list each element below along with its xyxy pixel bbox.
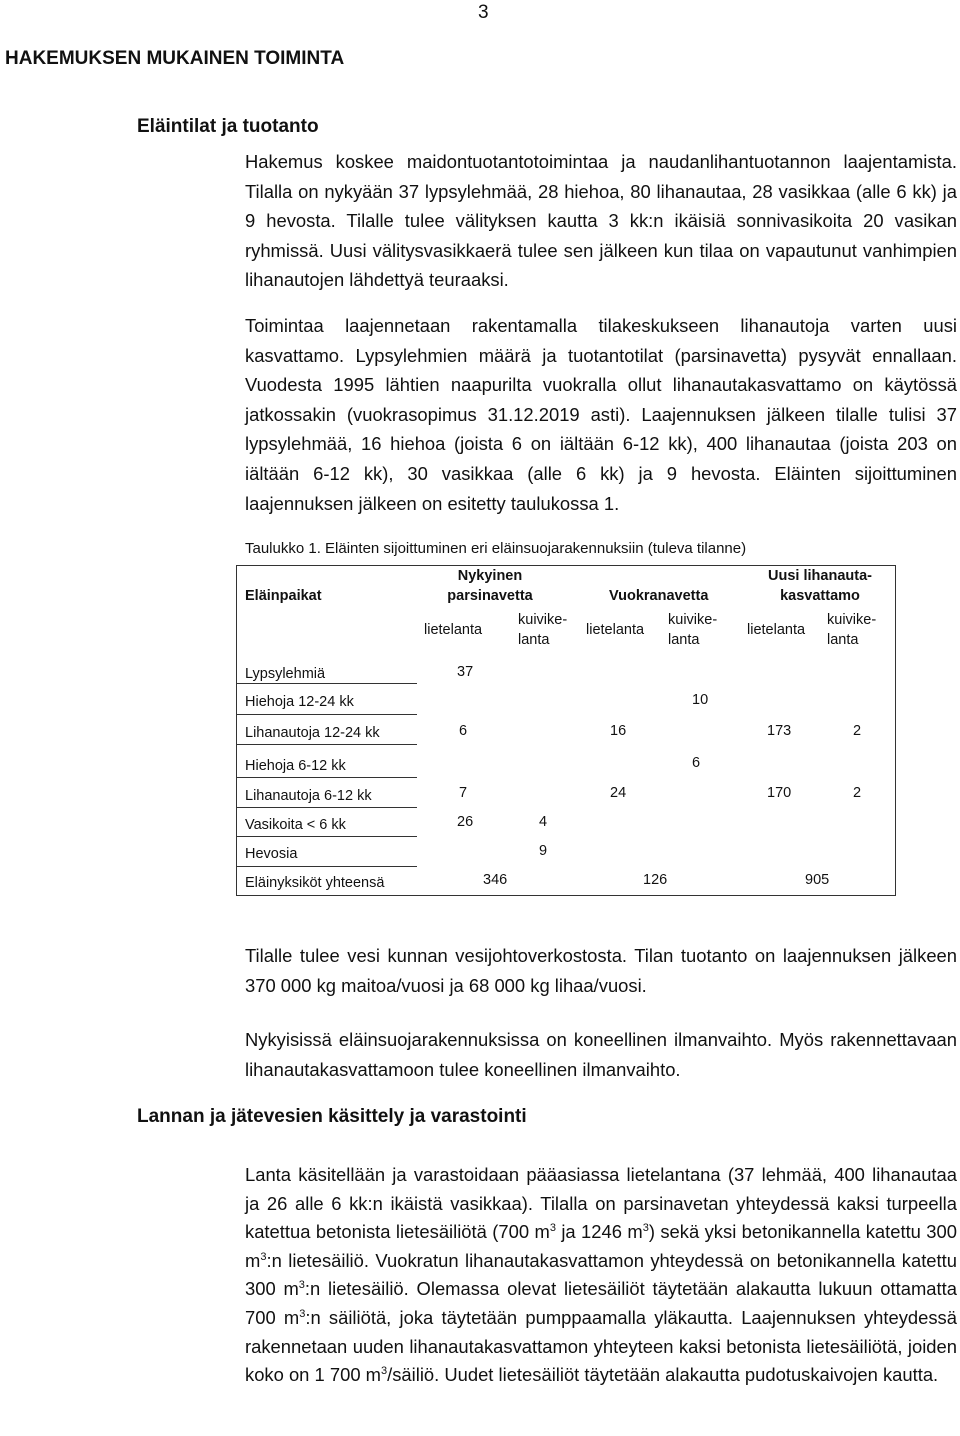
table-row-label: Lypsylehmiä xyxy=(245,666,326,682)
table-subheader-solid-3a: kuivike- xyxy=(827,612,877,628)
table-cell: 170 xyxy=(767,785,792,801)
table-total-new: 905 xyxy=(805,872,830,888)
table-row-label: Lihanautoja 12-24 kk xyxy=(245,725,380,741)
table-cell: 16 xyxy=(610,723,627,739)
text-run: ) sekä yksi betonikannella katettu 300 m xyxy=(245,1221,957,1271)
table-group-header-current-barn-1: Nykyinen xyxy=(457,568,523,584)
superscript: 3 xyxy=(549,1222,556,1235)
table-cell: 9 xyxy=(539,843,548,859)
superscript: 3 xyxy=(298,1279,305,1292)
table-row-divider xyxy=(237,683,417,684)
table-row-divider xyxy=(237,744,417,745)
page-number: 3 xyxy=(478,2,489,23)
table-caption: Taulukko 1. Eläinten sijoittuminen eri eläinsuojarakennuksiin (tuleva tilanne) xyxy=(245,540,747,557)
paragraph-expansion: Toimintaa laajennetaan rakentamalla tilakeskukseen lihanautoja varten uusi kasvattamo. Lypsylehmien määrä ja tuotantotilat (parsinavetta) pysyvät ennallaan. Vuodesta 1995 lähtien naapurilta vuokralla ollut lihanautakasvattamo on käytössä jatkossakin (vuokrasopimus 31.12.2019 asti). Laajennuksen jälkeen tilalle tulisi 37 lypsylehmää, 16 hiehoa (joista 6 on iältään 6-12 kk), 400 lihanautaa (joista 203 on iältään 6-12 kk), 30 vasikkaa (alle 6 kk) ja 9 hevosta. Eläinten sijoittuminen laajennuksen jälkeen on esitetty taulukossa 1. xyxy=(245,315,957,514)
section-heading-animal-spaces: Eläintilat ja tuotanto xyxy=(137,116,319,137)
table-cell: 2 xyxy=(853,785,862,801)
table-row-divider xyxy=(237,777,417,778)
table-cell: 4 xyxy=(539,814,548,830)
table-group-header-new-barn-2: kasvattamo xyxy=(780,588,860,604)
table-cell: 2 xyxy=(853,723,862,739)
table-subheader-slurry-3: lietelanta xyxy=(747,622,806,638)
table-subheader-solid-2a: kuivike- xyxy=(668,612,718,628)
superscript: 3 xyxy=(260,1250,267,1263)
text-run: :n lietesäiliö. Vuokratun lihanautakasvattamon yhteydessä on betonikannella katettu 300 m xyxy=(245,1249,957,1300)
table-cell: 37 xyxy=(457,664,474,680)
paragraph-ventilation: Nykyisissä eläinsuojarakennuksissa on koneellinen ilmanvaihto. Myös rakennettavaan lihanautakasvattamoon tulee koneellinen ilmanvaihto. xyxy=(245,1029,957,1080)
table-row-label: Vasikoita < 6 kk xyxy=(245,817,346,833)
table-total-label: Eläinyksiköt yhteensä xyxy=(245,875,385,891)
table-subheader-solid-1b: lanta xyxy=(518,632,550,648)
table-cell: 173 xyxy=(767,723,792,739)
table-row-label: Lihanautoja 6-12 kk xyxy=(245,788,372,804)
text-run: :n lietesäiliö. Olemassa olevat lietesäiliöt täytetään alakautta lukuun ottamatta 700 m xyxy=(245,1278,957,1328)
table-row-divider xyxy=(237,836,417,837)
table-row-divider xyxy=(237,866,417,867)
table-cell: 10 xyxy=(692,692,709,708)
paragraph-manure-storage xyxy=(245,1161,957,1390)
table-group-header-new-barn-1: Uusi lihanauta- xyxy=(768,568,872,584)
text-run: :n säiliötä, joka täytetään pumppaamalla yläkautta. Laajennuksen yhteydessä rakennetaan uuden lihanautakasvattamon yhteyteen kaksi betonista lietesäiliötä, joiden koko on 1 700 m xyxy=(245,1306,957,1386)
table-subheader-solid-2b: lanta xyxy=(668,632,700,648)
superscript: 3 xyxy=(642,1222,649,1235)
superscript: 3 xyxy=(299,1307,306,1320)
text-run: Lanta käsitellään ja varastoidaan pääasiassa lietelantana (37 lehmää, 400 lihanautaa ja 26 alle 6 kk:n ikäistä vasikkaa). Tilalla on parsinavetan yhteydessä kaksi turpeella katettua betonista lietesäiliötä (700 m xyxy=(245,1164,957,1243)
text-run: ja 1246 m xyxy=(555,1221,643,1243)
text-run: /säiliö. Uudet lietesäiliöt täytetään alakautta pudotuskaivojen kautta. xyxy=(387,1364,939,1386)
table-group-header-rented-barn: Vuokranavetta xyxy=(609,588,709,604)
section-heading-manure: Lannan ja jätevesien käsittely ja varastointi xyxy=(137,1106,527,1127)
table-row-label: Hevosia xyxy=(245,846,298,862)
table-row-divider xyxy=(237,714,417,715)
paragraph-water-production: Tilalle tulee vesi kunnan vesijohtoverkostosta. Tilan tuotanto on laajennuksen jälkeen 370 000 kg maitoa/vuosi ja 68 000 kg lihaa/vuosi. xyxy=(245,945,957,996)
table-row-label: Hiehoja 12-24 kk xyxy=(245,694,354,710)
table-cell: 6 xyxy=(692,755,701,771)
table-row-divider xyxy=(237,807,417,808)
table-subheader-slurry-2: lietelanta xyxy=(586,622,645,638)
table-subheader-slurry-1: lietelanta xyxy=(424,622,483,638)
table-row-label: Hiehoja 6-12 kk xyxy=(245,758,346,774)
table-cell: 6 xyxy=(459,723,468,739)
main-heading: HAKEMUKSEN MUKAINEN TOIMINTA xyxy=(5,48,345,69)
table-cell: 7 xyxy=(459,785,468,801)
table-cell: 26 xyxy=(457,814,474,830)
table-total-current: 346 xyxy=(483,872,508,888)
table-cell: 24 xyxy=(610,785,627,801)
table-total-rented: 126 xyxy=(643,872,668,888)
superscript: 3 xyxy=(380,1365,388,1378)
table-subheader-solid-1a: kuivike- xyxy=(518,612,568,628)
table-col-header-animal-places: Eläinpaikat xyxy=(245,588,322,604)
table-subheader-solid-3b: lanta xyxy=(827,632,859,648)
table-group-header-current-barn-2: parsinavetta xyxy=(447,588,533,604)
animal-placement-table xyxy=(236,565,896,896)
paragraph-application: Hakemus koskee maidontuotantotoimintaa ja naudanlihantuotannon laajentamista. Tilalla on nykyään 37 lypsylehmää, 28 hiehoa, 80 lihanautaa, 28 vasikkaa (alle 6 kk) ja 9 hevosta. Tilalle tulee välityksen kautta 3 kk:n ikäisiä sonnivasikoita 20 vasikan ryhmissä. Uusi välitysvasikkaerä tulee sen jälkeen kun tilaa on vapautunut vanhimpien lihanautojen lähdettyä teuraaksi. xyxy=(245,151,957,291)
